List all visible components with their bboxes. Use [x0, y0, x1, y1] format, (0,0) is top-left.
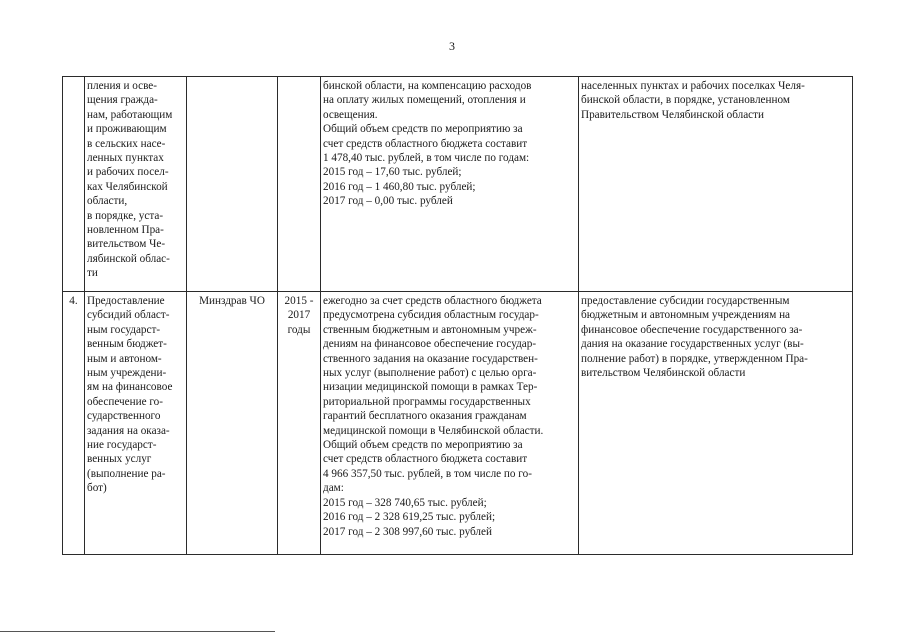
- name-line: в порядке, уста-: [87, 209, 164, 222]
- funding-line: на оплату жилых помещений, отопления и: [323, 94, 526, 107]
- funding-line: низации медицинской помощи в рамках Тер-: [323, 381, 538, 394]
- name-line: ным и автоном-: [87, 352, 162, 365]
- period-line: 2017: [287, 309, 311, 322]
- funding-line: счет средств областного бюджета составит: [323, 453, 528, 466]
- name-line: ках Челябинской: [87, 180, 168, 193]
- name-line: бот): [87, 482, 107, 495]
- result-line: населенных пунктах и рабочих поселках Челя-: [581, 80, 805, 92]
- funding-line: медицинской помощи в Челябинской области.: [323, 424, 544, 437]
- funding-line: 2017 год – 0,00 тыс. рублей: [323, 195, 453, 208]
- result-line: предоставление субсидии государственным: [581, 295, 790, 307]
- row-number-cell: [63, 77, 85, 292]
- funding-line: предусмотрена субсидия областным государ-: [323, 309, 539, 322]
- funding-line: 2016 год – 1 460,80 тыс. рублей;: [323, 180, 476, 193]
- name-line: венным бюджет-: [87, 338, 167, 351]
- table-row: [63, 292, 853, 555]
- name-line: ям на финансовое: [87, 381, 173, 394]
- name-line: Предоставление: [87, 295, 165, 307]
- funding-line: дениям на финансовое обеспечение государ-: [323, 338, 537, 351]
- name-line: области,: [87, 195, 128, 208]
- period-cell: [278, 77, 321, 292]
- funding-line: счет средств областного бюджета составит: [323, 137, 528, 150]
- name-line: вительством Че-: [87, 238, 166, 251]
- funding-line: бинской области, на компенсацию расходов: [323, 80, 532, 92]
- table-row: [63, 77, 853, 292]
- result-line: Правительством Челябинской области: [581, 108, 765, 121]
- name-line: и проживающим: [87, 123, 167, 136]
- executor-cell: [187, 77, 278, 292]
- funding-line: риториальной программы государственных: [323, 395, 531, 408]
- name-line: венных услуг: [87, 453, 152, 466]
- result-line: финансовое обеспечение государственного за-: [581, 323, 803, 336]
- result-cell: [579, 292, 853, 555]
- funding-line: 2015 год – 17,60 тыс. рублей;: [323, 166, 462, 179]
- name-line: ние государст-: [87, 439, 157, 452]
- period-line: годы: [287, 323, 311, 336]
- name-line: в сельских насе-: [87, 137, 166, 150]
- result-line: вительством Челябинской области: [581, 367, 746, 380]
- name-line: субсидий област-: [87, 309, 170, 322]
- measures-table: [62, 76, 853, 555]
- measure-name-cell: [85, 77, 187, 292]
- name-line: сударственного: [87, 410, 161, 423]
- funding-line: ственным бюджетным и автономным учреж-: [323, 323, 537, 336]
- funding-line: ных услуг (выполнение работ) с целью орга-: [323, 367, 537, 380]
- row-number: 4.: [69, 295, 78, 307]
- funding-line: дам:: [323, 482, 344, 495]
- name-line: ти: [87, 267, 98, 280]
- funding-line: Общий объем средств по мероприятию за: [323, 439, 523, 452]
- result-cell: [579, 77, 853, 292]
- funding-line: гарантий бесплатного оказания гражданам: [323, 410, 527, 423]
- funding-cell: [321, 292, 579, 555]
- executor-text: Минздрав ЧО: [199, 295, 265, 307]
- funding-line: 2017 год – 2 308 997,60 тыс. рублей: [323, 525, 492, 538]
- funding-line: ственного задания на оказание государствен-: [323, 352, 538, 365]
- period-cell: [278, 292, 321, 555]
- name-line: обеспечение го-: [87, 395, 163, 408]
- result-line: дания на оказание государственных услуг (вы-: [581, 338, 804, 351]
- result-line: бюджетным и автономным учреждениям на: [581, 309, 791, 322]
- funding-line: ежегодно за счет средств областного бюджета: [323, 295, 542, 307]
- name-line: задания на оказа-: [87, 424, 170, 437]
- name-line: ным учреждени-: [87, 367, 167, 380]
- name-line: ным государст-: [87, 323, 161, 336]
- period-line: 2015 -: [284, 295, 314, 307]
- funding-line: 2015 год – 328 740,65 тыс. рублей;: [323, 496, 487, 509]
- measure-name-cell: [85, 292, 187, 555]
- name-line: и рабочих посел-: [87, 166, 169, 179]
- funding-line: освещения.: [323, 108, 378, 121]
- executor-cell: [187, 292, 278, 555]
- name-line: пления и осве-: [87, 80, 157, 92]
- name-line: (выполнение ра-: [87, 467, 166, 480]
- result-line: бинской области, в порядке, установленном: [581, 94, 790, 107]
- funding-line: 2016 год – 2 328 619,25 тыс. рублей;: [323, 511, 496, 524]
- funding-line: Общий объем средств по мероприятию за: [323, 123, 523, 136]
- name-line: новленном Пра-: [87, 224, 164, 237]
- funding-cell: [321, 77, 579, 292]
- funding-line: 1 478,40 тыс. рублей, в том числе по годам:: [323, 152, 530, 165]
- name-line: ленных пунктах: [87, 152, 164, 165]
- row-number-cell: [63, 292, 85, 555]
- name-line: лябинской облас-: [87, 252, 170, 265]
- page-number: 3: [449, 39, 455, 53]
- result-line: полнение работ) в порядке, утвержденном Пра-: [581, 352, 808, 365]
- name-line: нам, работающим: [87, 108, 173, 121]
- name-line: щения гражда-: [87, 94, 158, 107]
- funding-line: 4 966 357,50 тыс. рублей, в том числе по го-: [323, 467, 532, 480]
- bottom-rule: [0, 631, 275, 632]
